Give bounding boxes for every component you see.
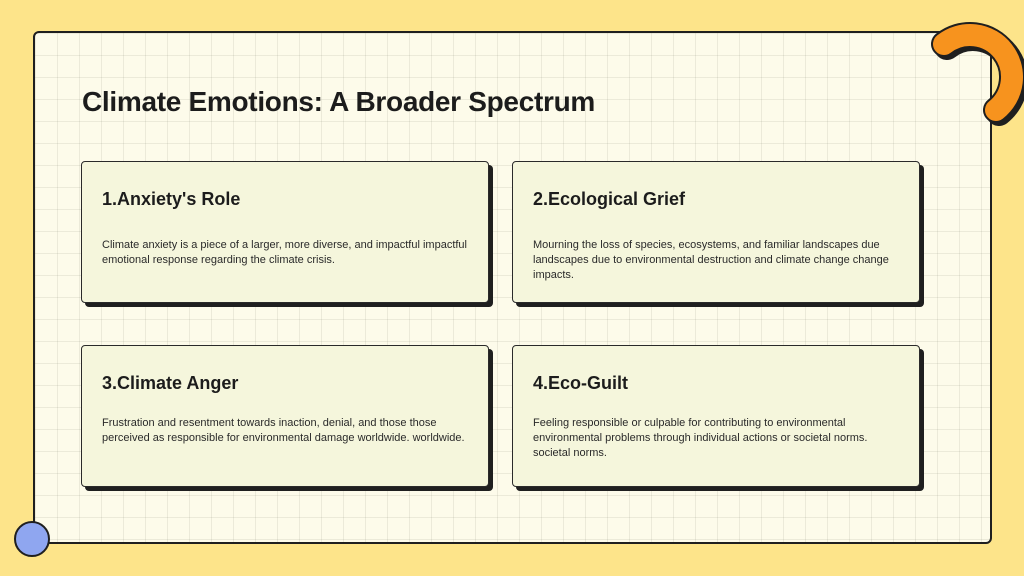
orange-arc-shape — [926, 14, 1024, 126]
card-text: Mourning the loss of species, ecosystems, and familiar landscapes due landscapes due to environmental destruction and climate change change impacts. — [533, 239, 889, 281]
card-title: 3.Climate Anger — [102, 373, 239, 393]
blue-circle-shape — [14, 521, 50, 557]
card-text: Feeling responsible or culpable for contributing to environmental environmental problems through individual actions or societal norms. societal norms. — [533, 417, 868, 459]
card-ecological-grief — [512, 161, 920, 303]
card-anxiety-role — [81, 161, 489, 303]
card-text: Frustration and resentment towards inaction, denial, and those those perceived as responsible for environmental damage worldwide. worldwide. — [102, 417, 465, 444]
card-text: Climate anxiety is a piece of a larger, more diverse, and impactful impactful emotional response regarding the climate crisis. — [102, 239, 467, 266]
card-title: 2.Ecological Grief — [533, 189, 686, 209]
page-title: Climate Emotions: A Broader Spectrum — [82, 86, 595, 117]
card-climate-anger — [81, 345, 489, 487]
card-eco-guilt — [512, 345, 920, 487]
card-title: 4.Eco-Guilt — [533, 373, 629, 393]
card-title: 1.Anxiety's Role — [102, 189, 241, 209]
